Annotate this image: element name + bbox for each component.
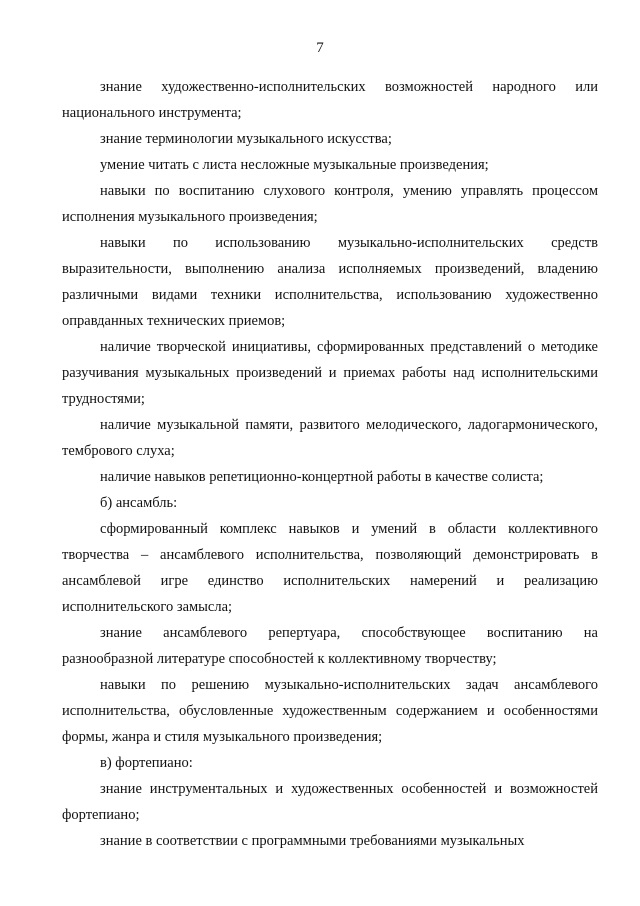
paragraph: наличие творческой инициативы, сформированных представлений о методике разучивания музыкальных произведений и приемах работы над исполнительскими трудностями;	[62, 339, 598, 407]
paragraph: знание инструментальных и художественных особенностей и возможностей фортепиано;	[62, 781, 598, 823]
paragraph: знание художественно-исполнительских возможностей народного или национального инструмента;	[62, 79, 598, 121]
section-heading-piano: в) фортепиано:	[100, 755, 193, 771]
paragraph: наличие музыкальной памяти, развитого мелодического, ладогармонического, тембрового слуха;	[62, 417, 598, 459]
paragraph: наличие навыков репетиционно-концертной работы в качестве солиста;	[100, 469, 544, 485]
paragraph: навыки по воспитанию слухового контроля, умению управлять процессом исполнения музыкального произведения;	[62, 183, 598, 225]
paragraph: сформированный комплекс навыков и умений в области коллективного творчества – ансамблевого исполнительства, позволяющий демонстрировать в ансамблевой игре единство исполнительских намерений и реализацию исполнительского замысла;	[62, 521, 598, 615]
paragraph: знание терминологии музыкального искусства;	[100, 131, 392, 147]
paragraph: навыки по решению музыкально-исполнительских задач ансамблевого исполнительства, обусловленные художественным содержанием и особенностями формы, жанра и стиля музыкального произведения;	[62, 677, 598, 745]
document-body	[62, 74, 598, 854]
section-heading-ensemble: б) ансамбль:	[100, 495, 178, 511]
page-number: 7	[316, 40, 324, 56]
paragraph: навыки по использованию музыкально-исполнительских средств выразительности, выполнению анализа исполняемых произведений, владению различными видами техники исполнительства, использованию художественно оправданных технических приемов;	[62, 235, 598, 329]
paragraph: умение читать с листа несложные музыкальные произведения;	[100, 157, 489, 173]
paragraph: знание ансамблевого репертуара, способствующее воспитанию на разнообразной литературе способностей к коллективному творчеству;	[62, 625, 598, 667]
paragraph: знание в соответствии с программными требованиями музыкальных	[100, 833, 525, 849]
